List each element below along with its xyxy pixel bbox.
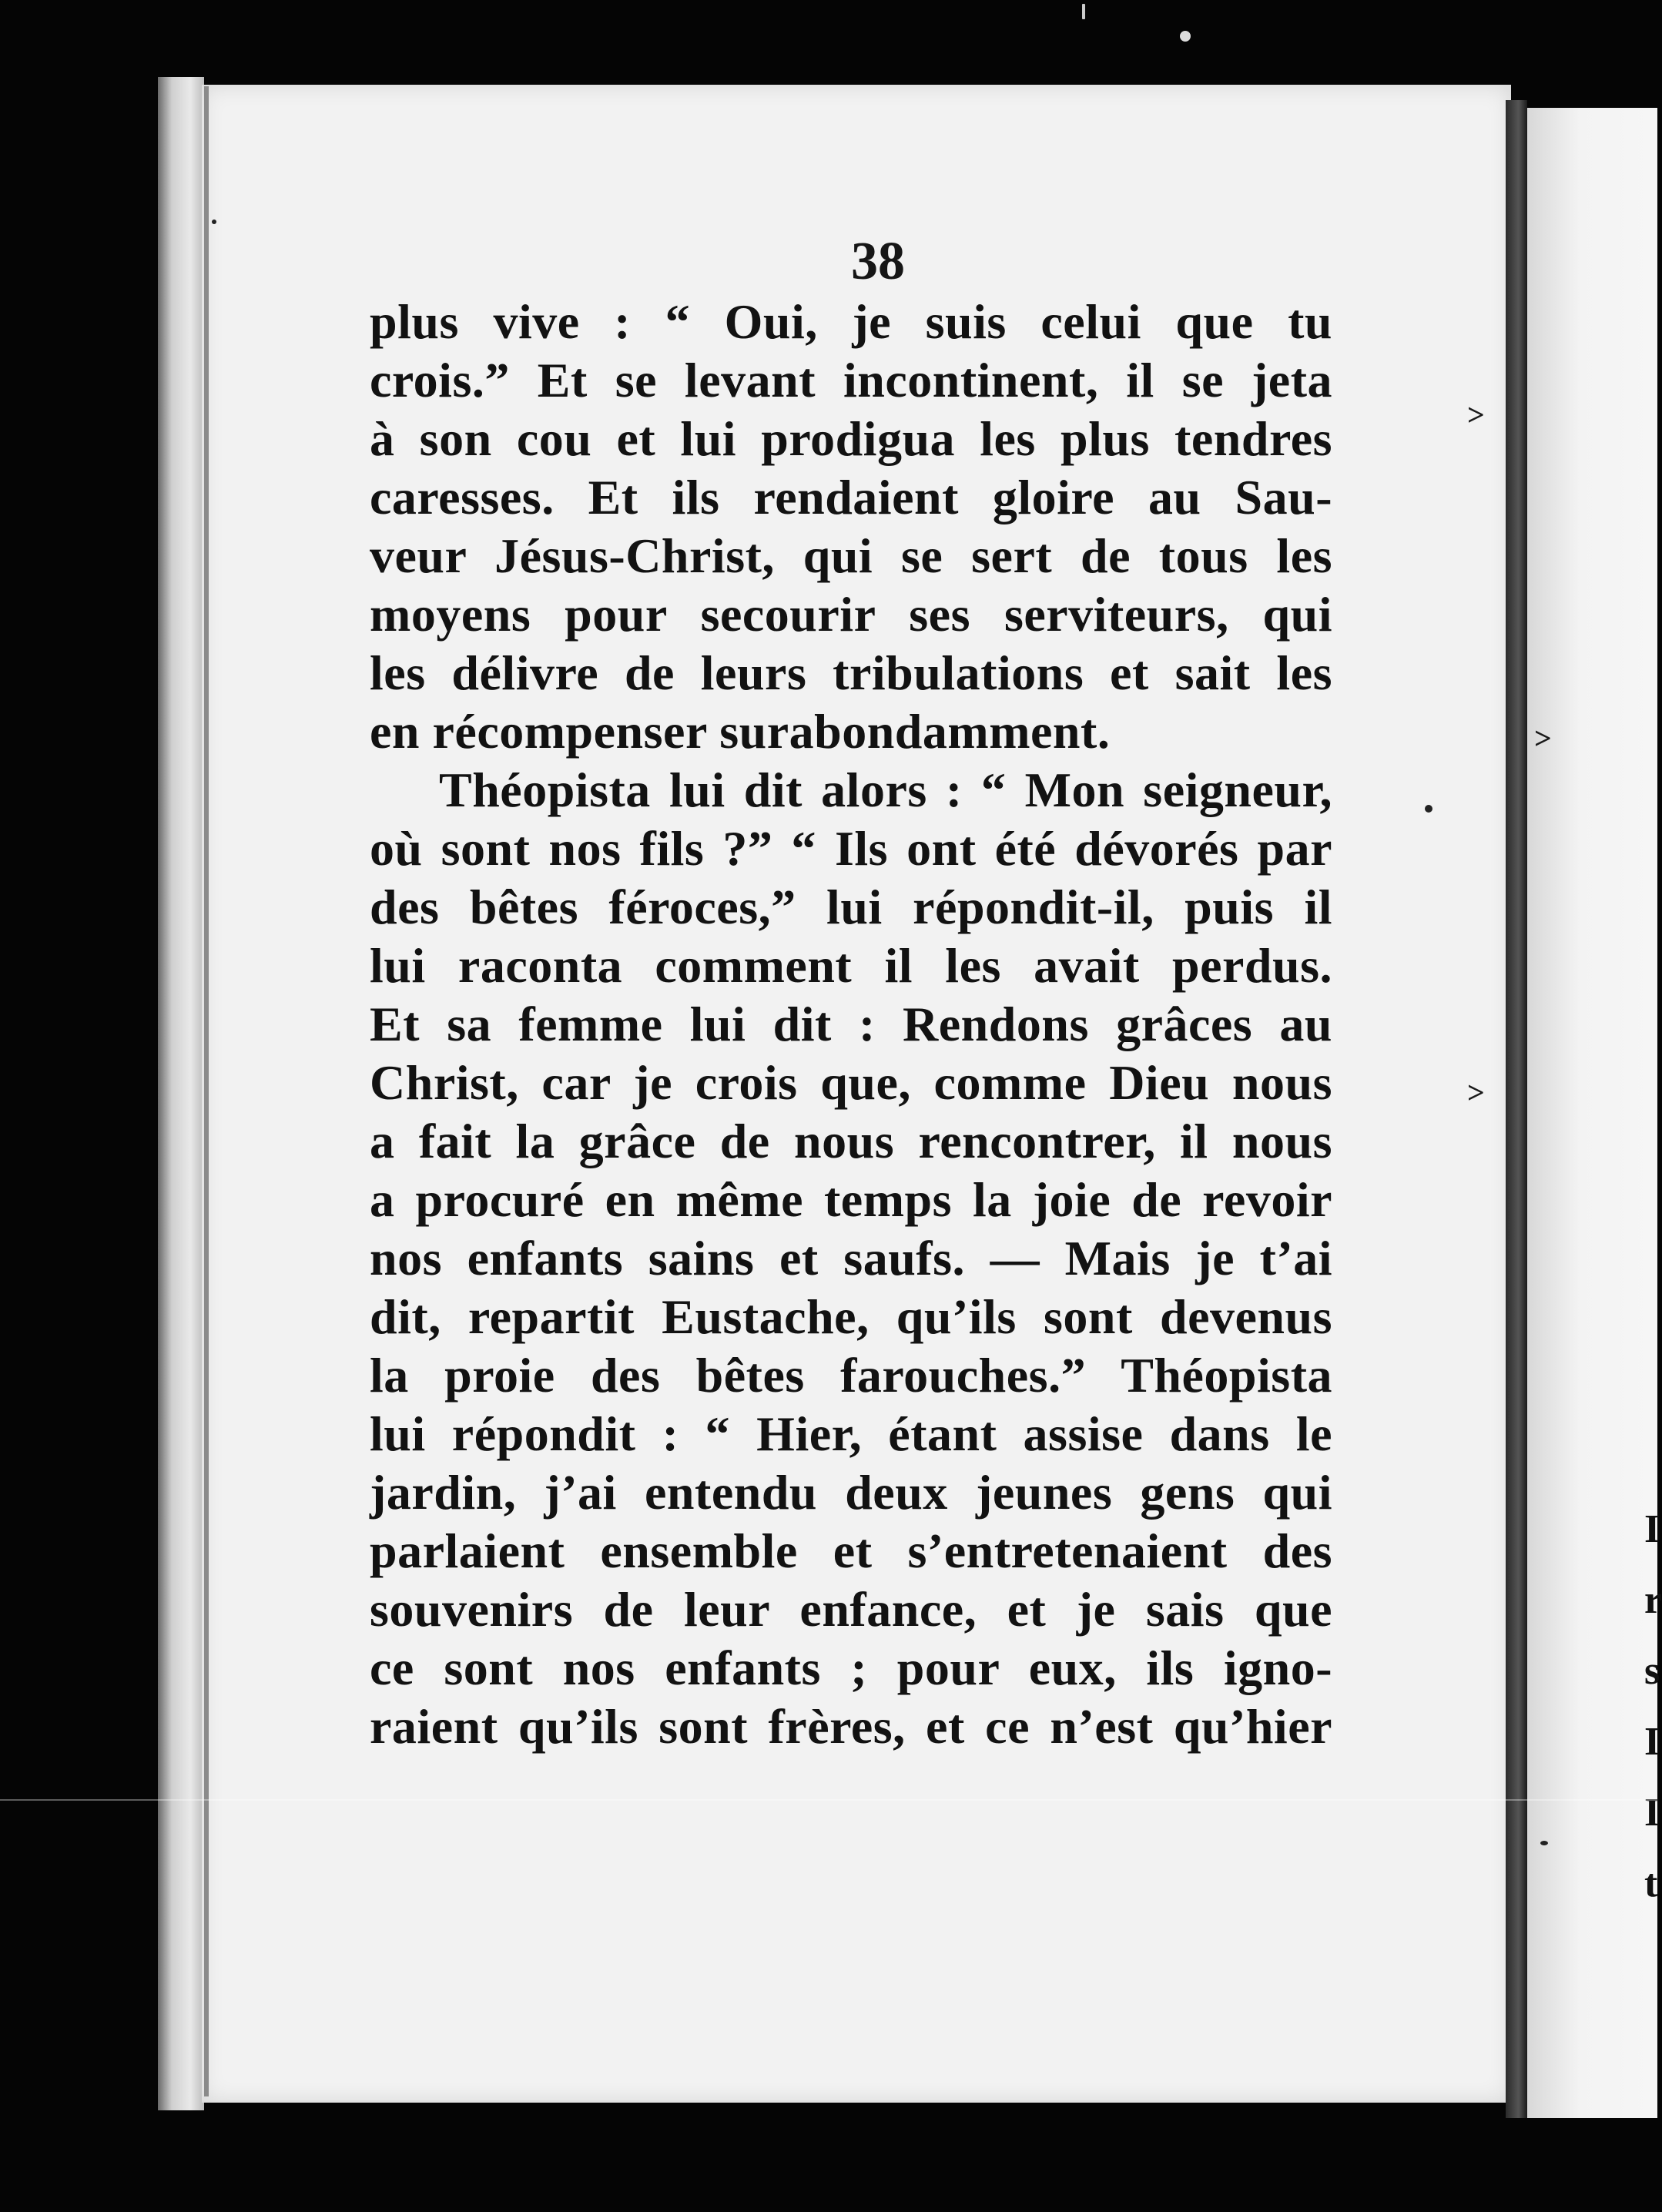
page-number: 38 [851, 232, 905, 291]
text-line: souvenirs de leur enfance, et je sais que [370, 1582, 1332, 1637]
text-line: plus vive : “ Oui, je suis celui que tu [370, 294, 1332, 349]
text-line: raient qu’ils sont frères, et ce n’est qu’hier [370, 1699, 1332, 1754]
text-line: des bêtes féroces,” lui répondit-il, puis il [370, 880, 1332, 934]
dust-speck [1180, 31, 1191, 42]
text-line: à son cou et lui prodigua les plus tendres [370, 411, 1332, 466]
text-line: caresses. Et ils rendaient gloire au Sau- [370, 470, 1332, 525]
text-line: dit, repartit Eustache, qu’ils sont devenus [370, 1289, 1332, 1344]
text-line: nos enfants sains et saufs. — Mais je t’ai [370, 1231, 1332, 1285]
book-gutter [1506, 100, 1527, 2118]
margin-mark: > [1467, 1075, 1485, 1110]
text-line: moyens pour secourir ses serviteurs, qui [370, 587, 1332, 642]
text-line: a procuré en même temps la joie de revoir [370, 1172, 1332, 1227]
text-line: où sont nos fils ?” “ Ils ont été dévorés par [370, 821, 1332, 876]
dust-speck [1082, 4, 1085, 19]
facing-page-letter: I [1644, 1507, 1660, 1551]
dust-speck [1425, 805, 1432, 813]
page-body-text [370, 293, 1332, 1756]
facing-page-letter: s [1644, 1649, 1660, 1693]
facing-page [1527, 108, 1662, 2118]
facing-page-letter: t [1644, 1862, 1658, 1905]
scan-artifact-line [0, 1799, 1657, 1801]
facing-page-text-fragment [1644, 1494, 1662, 1919]
text-line: ce sont nos enfants ; pour eux, ils igno- [370, 1641, 1332, 1695]
dust-speck [212, 220, 216, 224]
facing-page-letter: I [1644, 1791, 1660, 1835]
facing-page-letter: r [1644, 1578, 1662, 1622]
book-left-edge [158, 77, 204, 2110]
margin-mark: > [1534, 721, 1552, 756]
dust-speck [1540, 1841, 1548, 1845]
text-line: jardin, j’ai entendu deux jeunes gens qui [370, 1465, 1332, 1520]
text-line: parlaient ensemble et s’entretenaient des [370, 1523, 1332, 1578]
text-line: la proie des bêtes farouches.” Théopista [370, 1348, 1332, 1403]
page-binding-shadow [204, 86, 209, 2096]
text-line: Et sa femme lui dit : Rendons grâces au [370, 997, 1332, 1051]
text-line: a fait la grâce de nous rencontrer, il nous [370, 1114, 1332, 1168]
margin-mark: > [1467, 397, 1485, 432]
facing-page-letter: I [1644, 1720, 1660, 1764]
text-line: les délivre de leurs tribulations et sait les [370, 645, 1332, 700]
text-line: lui raconta comment il les avait perdus. [370, 938, 1332, 993]
text-line: Théopista lui dit alors : “ Mon seigneur, [439, 762, 1332, 817]
text-line: veur Jésus-Christ, qui se sert de tous les [370, 528, 1332, 583]
text-line: en récompenser surabondamment. [370, 704, 1111, 759]
text-line: Christ, car je crois que, comme Dieu nous [370, 1055, 1332, 1110]
text-line: crois.” Et se levant incontinent, il se jeta [370, 353, 1332, 407]
text-line: lui répondit : “ Hier, étant assise dans le [370, 1406, 1332, 1461]
